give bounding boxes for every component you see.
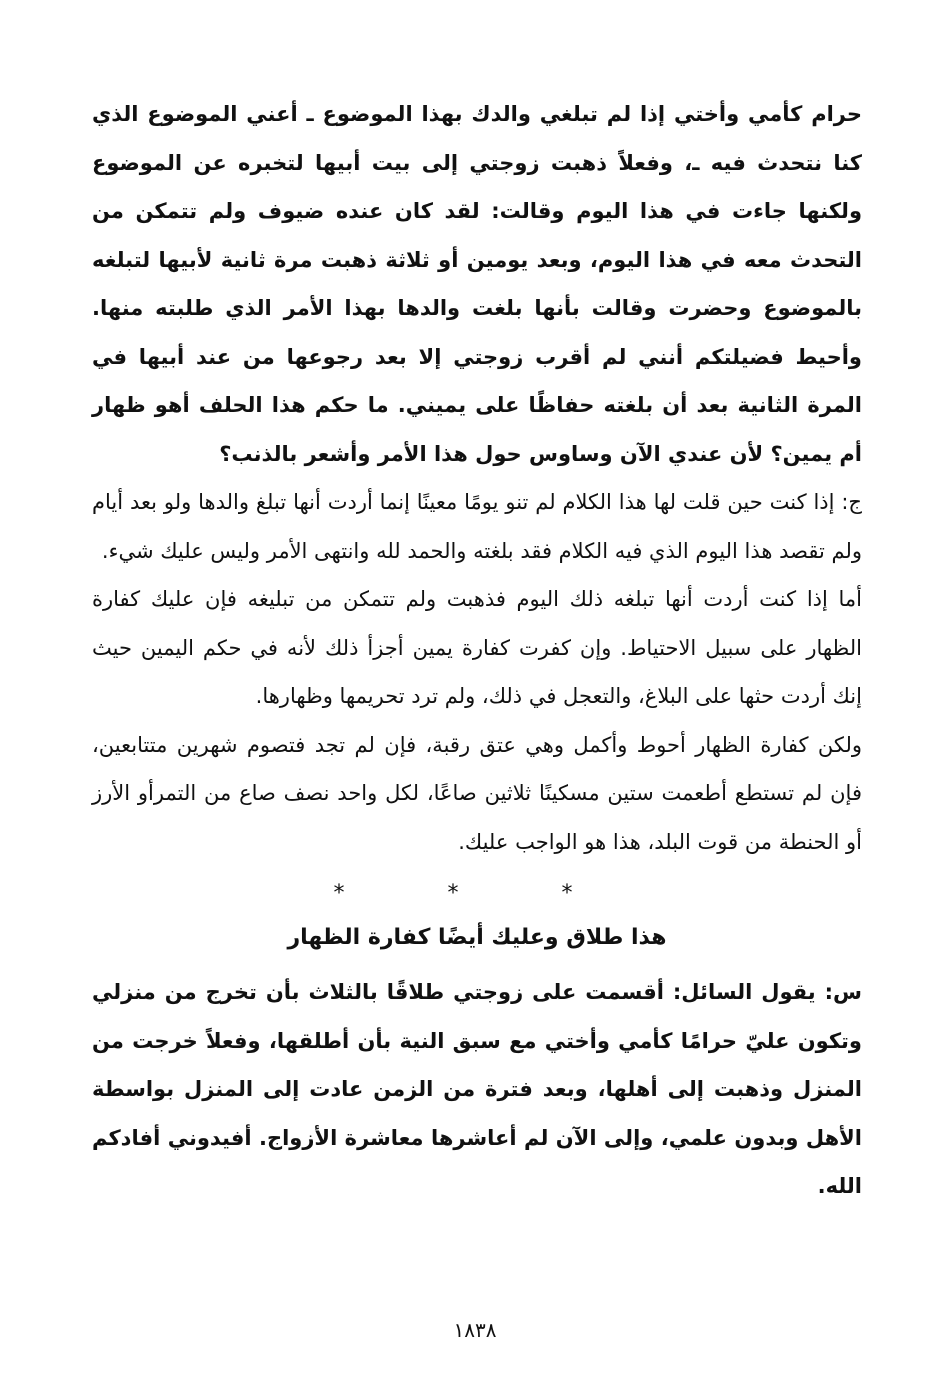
answer-paragraph-2: أما إذا كنت أردت أنها تبلغه ذلك اليوم فذهبت ولم تتمكن من تبليغه فإن عليك كفارة الظهار على سبيل الاحتياط. وإن كفرت كفارة يمين أجزأ ذلك لأنه في حكم اليمين حيث إنك أردت حثها على البلاغ، والتعجل في ذلك، ولم ترد تحريمها وظهارها. [92,587,862,708]
section-heading: هذا طلاق وعليك أيضًا كفارة الظهار [287,925,667,950]
answer-paragraph-3: ولكن كفارة الظهار أحوط وأكمل وهي عتق رقبة، فإن لم تجد فتصوم شهرين متتابعين، فإن لم تستطع أطعمت ستين مسكينًا ثلاثين صاعًا، لكل واحد نصف صاع من التمرأو الأرز أو الحنطة من قوت البلد، هذا هو الواجب عليك. [92,732,862,854]
question-2: س: يقول السائل: أقسمت على زوجتي طلاقًا بالثلاث بأن تخرج من منزلي وتكون عليّ حرامًا كأمي وأختي مع سبق النية بأن أطلقها، وفعلاً خرجت من المنزل وذهبت إلى أهلها، وبعد فترة من الزمن عادت إلى المنزل بواسطة الأهل وبدون علمي، وإلى الآن لم أعاشرها معاشرة الأزواج. أفيدوني أفادكم الله. [92,980,862,1198]
answer-paragraph-1: ج: إذا كنت حين قلت لها هذا الكلام لم تنو يومًا معينًا إنما أردت أنها تبلغ والدها ولو بعد أيام ولم تقصد هذا اليوم الذي فيه الكلام فقد بلغته والحمد لله وانتهى الأمر وليس عليك شيء. [92,490,862,563]
page-body [92,90,862,1211]
question-continuation: حرام كأمي وأختي إذا لم تبلغي والدك بهذا الموضوع ـ أعني الموضوع الذي كنا نتحدث فيه ـ، وفعلاً ذهبت زوجتي إلى بيت أبيها لتخبره عن الموضوع ولكنها جاءت في هذا اليوم وقالت: لقد كان عنده ضيوف ولم تتمكن من التحدث معه في هذا اليوم، وبعد يومين أو ثلاثة ذهبت مرة ثانية لأبيها لتبلغه بالموضوع وحضرت وقالت بأنها بلغت والدها بهذا الأمر الذي طلبته منها. وأحيط فضيلتكم أنني لم أقرب زوجتي إلا بعد رجوعها من عند أبيها في المرة الثانية بعد أن بلغته حفاظًا على يميني. ما حكم هذا الحلف أهو ظهار أم يمين؟ لأن عندي الآن وساوس حول هذا الأمر وأشعر بالذنب؟ [92,102,862,466]
page-number: ١٨٣٨ [453,1318,497,1342]
section-separator: * * * [333,881,621,906]
